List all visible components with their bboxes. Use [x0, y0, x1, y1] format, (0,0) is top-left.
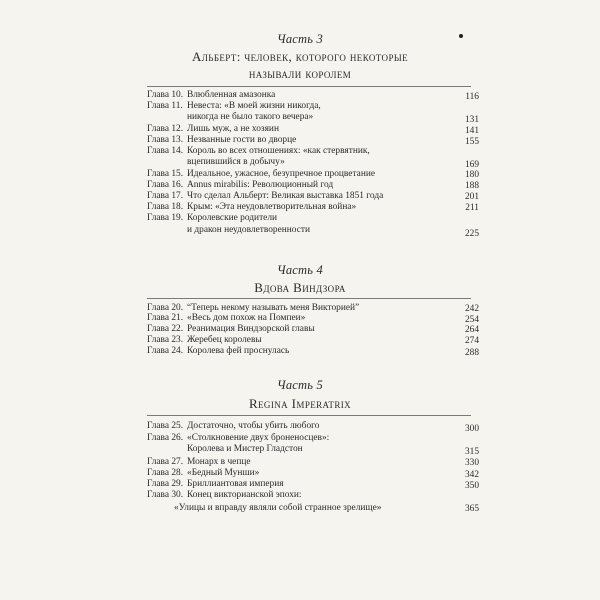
- chapter-number: Глава 29.: [147, 479, 184, 489]
- chapter-number: Глава 21.: [147, 313, 184, 323]
- chapter-number: Глава 24.: [147, 346, 184, 356]
- page-number: 211: [465, 203, 479, 213]
- chapter-number: Глава 26.: [147, 433, 184, 443]
- chapter-number: Глава 23.: [147, 335, 184, 345]
- chapter-number: Глава 11.: [147, 101, 183, 111]
- chapter-number: Глава 22.: [147, 324, 184, 334]
- chapter-title: Бриллиантовая империя: [187, 479, 284, 489]
- page-number: 116: [465, 92, 479, 102]
- chapter-title: Жеребец королевы: [187, 335, 262, 345]
- chapter-number: Глава 16.: [147, 180, 184, 190]
- part-3-divider: [147, 86, 471, 87]
- page-number: 350: [464, 481, 479, 491]
- chapter-number: Глава 20.: [147, 303, 184, 313]
- part-3-title-line-1: Альберт: человек, которого некоторые: [191, 49, 409, 64]
- chapter-title: Королева фей проснулась: [187, 346, 290, 356]
- page-number: 131: [464, 115, 479, 125]
- page-number: 264: [464, 325, 479, 335]
- chapter-title: “Теперь некому называть меня Викторией”: [187, 303, 360, 313]
- toc-entry-ch19: [147, 213, 479, 239]
- chapter-title-line-2: «Улицы и вправду являли собой странное зрелище»: [174, 503, 382, 513]
- part-4-label: Часть 4: [277, 263, 323, 277]
- part-3-title-line-2: называли королем: [248, 66, 352, 81]
- chapter-title-line-2: никогда не было такого вечера»: [187, 112, 314, 122]
- page-number: 188: [464, 181, 479, 191]
- page-number: 141: [464, 126, 479, 136]
- page-number: 201: [464, 192, 479, 202]
- chapter-number: Глава 17.: [147, 191, 184, 201]
- chapter-title: Влюбленная амазонка: [187, 90, 276, 100]
- chapter-title-line-2: вцепившийся в добычу»: [187, 157, 285, 167]
- chapter-title-line-2: и дракон неудовлетворенности: [187, 225, 310, 235]
- part-5-label: Часть 5: [277, 378, 323, 392]
- chapter-title: Конец викторианской эпохи:: [187, 490, 302, 500]
- chapter-number: Глава 30.: [147, 490, 184, 500]
- page-number: 254: [464, 315, 479, 325]
- chapter-title-line-2: Королева и Мистер Гладстон: [187, 444, 303, 454]
- chapter-title: «Бедный Мунши»: [187, 468, 260, 478]
- toc-entry-ch14: [147, 146, 479, 170]
- page-number: 288: [464, 348, 479, 358]
- page-number: 155: [464, 137, 479, 147]
- chapter-title: Что сделал Альберт: Великая выставка 1851 года: [187, 191, 384, 201]
- chapter-number: Глава 27.: [147, 457, 184, 467]
- chapter-title: Невеста: «В моей жизни никогда,: [187, 101, 321, 111]
- chapter-number: Глава 12.: [147, 124, 184, 134]
- page-number: 315: [464, 447, 479, 457]
- page-number: 342: [464, 470, 479, 480]
- part-4-divider: [147, 298, 471, 299]
- part-4-title: Вдова Виндзора: [254, 280, 346, 295]
- toc-entry-ch30: [147, 490, 479, 530]
- chapter-number: Глава 18.: [147, 202, 184, 212]
- page-number: 169: [464, 160, 479, 170]
- chapter-title: «Столкновение двух броненосцев»:: [187, 433, 330, 443]
- chapter-title: Королевские родители: [187, 213, 278, 223]
- chapter-number: Глава 14.: [147, 146, 184, 156]
- page-number: 365: [464, 504, 479, 514]
- chapter-title: Лишь муж, а не хозяин: [187, 124, 279, 134]
- toc-entry-ch11: [147, 101, 479, 125]
- chapter-title: Идеальное, ужасное, безупречное процветание: [187, 169, 376, 179]
- chapter-number: Глава 28.: [147, 468, 184, 478]
- chapter-number: Глава 10.: [147, 90, 184, 100]
- part-5-divider: [147, 415, 471, 416]
- chapter-number: Глава 15.: [147, 169, 184, 179]
- chapter-number: Глава 25.: [147, 421, 184, 431]
- chapter-title: «Весь дом похож на Помпеи»: [187, 313, 306, 323]
- chapter-title: Достаточно, чтобы убить любого: [187, 421, 320, 431]
- part-3-title: [120, 48, 480, 82]
- chapter-number: Глава 19.: [147, 213, 184, 223]
- toc-entry-ch25: [147, 421, 479, 433]
- page-number: 300: [464, 424, 479, 434]
- page-number: 274: [464, 336, 479, 346]
- chapter-title: Реанимация Виндзорской главы: [187, 324, 315, 334]
- part-3-label: Часть 3: [277, 32, 323, 46]
- page-number: 242: [464, 304, 479, 314]
- page-number: 180: [464, 170, 479, 180]
- chapter-title: Крым: «Эта неудовлетворительная война»: [187, 202, 357, 212]
- chapter-number: Глава 13.: [147, 135, 184, 145]
- toc-entry-ch24: [147, 346, 479, 358]
- chapter-title: Король во всех отношениях: «как стервятник,: [187, 146, 370, 156]
- chapter-title: Незванные гости во дворце: [187, 135, 297, 145]
- page-number: 225: [464, 229, 479, 239]
- chapter-title: Annus mirabilis: Революционный год: [187, 180, 334, 190]
- page-number: 330: [464, 458, 479, 468]
- chapter-title: Монарх в чепце: [187, 457, 251, 467]
- toc-entry-ch26: [147, 433, 479, 457]
- part-5-title: Regina Imperatrix: [248, 396, 352, 411]
